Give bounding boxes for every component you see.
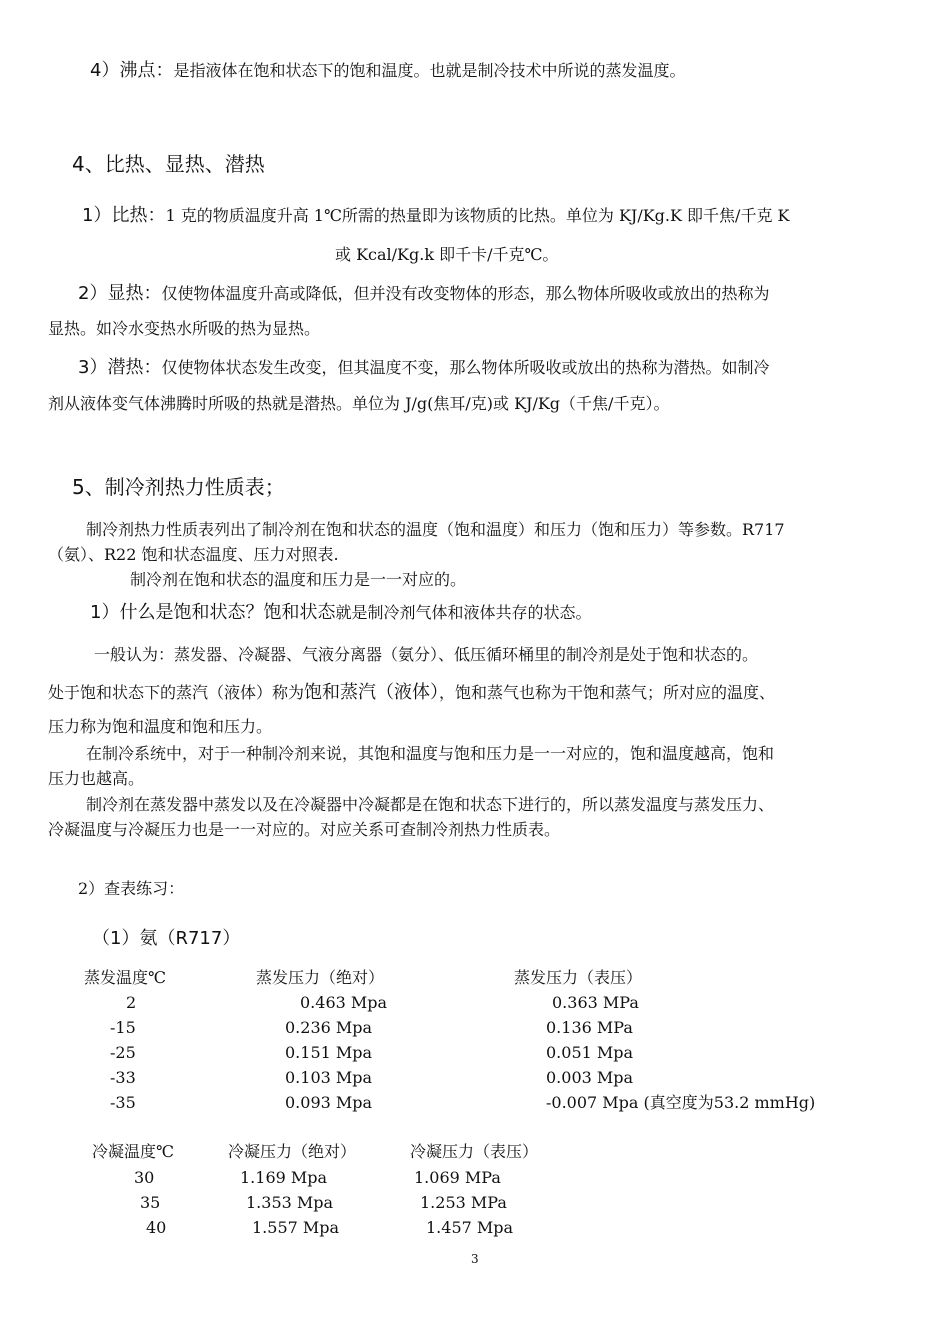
evap-row-abs: 0.093 Mpa xyxy=(285,1093,373,1112)
evap-row-gauge: 0.051 Mpa xyxy=(546,1043,634,1062)
evap-row-gauge: 0.136 MPa xyxy=(546,1018,633,1037)
cond-row-gauge: 1.069 MPa xyxy=(414,1168,501,1187)
one-to-one-line: 制冷剂在饱和状态的温度和压力是一一对应的。 xyxy=(130,570,467,589)
table-intro-line1: 制冷剂热力性质表列出了制冷剂在饱和状态的温度（饱和温度）和压力（饱和压力）等参数。R717 xyxy=(86,520,785,539)
ammonia-heading: （1）氨（R717） xyxy=(92,928,241,949)
saturation-question xyxy=(90,603,591,623)
evap-header-temp: 蒸发温度℃ xyxy=(84,968,166,987)
specific-heat-text: 1 克的物质温度升高 1℃所需的热量即为该物质的比热。单位为 KJ/Kg.K 即千焦/千克 K xyxy=(165,206,790,225)
sensible-heat-lead: 2）显热： xyxy=(78,283,162,304)
saturation-question-lead: 1）什么是饱和状态？饱和状态 xyxy=(90,602,336,623)
cond-row-gauge: 1.253 MPa xyxy=(420,1193,507,1212)
sensible-heat-line2: 显热。如冷水变热水所吸的热为显热。 xyxy=(48,319,321,338)
specific-heat-lead: 1）比热： xyxy=(82,205,166,226)
cond-row-abs: 1.557 Mpa xyxy=(252,1218,340,1237)
saturation-question-text: 就是制冷剂气体和液体共存的状态。 xyxy=(335,603,592,622)
cond-row-temp: 40 xyxy=(146,1218,167,1237)
saturated-vapor-text-a: 处于饱和状态下的蒸汽（液体）称为 xyxy=(48,683,305,702)
latent-heat-line2: 剂从液体变气体沸腾时所吸的热就是潜热。单位为 J/g(焦耳/克)或 KJ/Kg（千焦/千克）。 xyxy=(48,394,670,413)
section-5-heading: 5、制冷剂热力性质表； xyxy=(72,475,285,499)
evap-row-temp: 2 xyxy=(126,993,137,1012)
page-number: 3 xyxy=(471,1252,479,1266)
evap-row-gauge: 0.003 Mpa xyxy=(546,1068,634,1087)
system-para-line1: 在制冷系统中，对于一种制冷剂来说，其饱和温度与饱和压力是一一对应的，饱和温度越高，饱和 xyxy=(86,744,775,763)
saturated-vapor-line2: 压力称为饱和温度和饱和压力。 xyxy=(48,717,273,736)
sensible-heat-line1 xyxy=(78,284,769,304)
evap-header-gauge: 蒸发压力（表压） xyxy=(514,968,643,987)
evap-row-temp: -25 xyxy=(110,1043,136,1062)
saturated-vapor-line1 xyxy=(48,683,775,703)
evap-header-abs: 蒸发压力（绝对） xyxy=(256,968,385,987)
section-4-heading: 4、比热、显热、潜热 xyxy=(72,152,265,176)
evap-row-temp: -35 xyxy=(110,1093,136,1112)
saturated-vapor-term: 饱和蒸汽（液体） xyxy=(304,682,440,703)
cond-row-abs: 1.169 Mpa xyxy=(240,1168,328,1187)
latent-heat-lead: 3）潜热： xyxy=(78,357,162,378)
cond-header-gauge: 冷凝压力（表压） xyxy=(410,1142,539,1161)
cond-row-gauge: 1.457 Mpa xyxy=(426,1218,514,1237)
saturated-vapor-text-c: ，饱和蒸气也称为干饱和蒸气；所对应的温度、 xyxy=(439,683,776,702)
boiling-point-lead: 4）沸点： xyxy=(90,60,174,81)
evap-row-abs: 0.236 Mpa xyxy=(285,1018,373,1037)
cond-row-abs: 1.353 Mpa xyxy=(246,1193,334,1212)
evap-cond-para-line2: 冷凝温度与冷凝压力也是一一对应的。对应关系可查制冷剂热力性质表。 xyxy=(48,820,561,839)
evap-row-temp: -33 xyxy=(110,1068,136,1087)
evap-row-abs: 0.463 Mpa xyxy=(300,993,388,1012)
practice-heading: 2）查表练习： xyxy=(78,879,185,898)
boiling-point-text: 是指液体在饱和状态下的饱和温度。也就是制冷技术中所说的蒸发温度。 xyxy=(173,61,686,80)
evap-row-gauge: 0.363 MPa xyxy=(552,993,639,1012)
general-belief-line: 一般认为：蒸发器、冷凝器、气液分离器（氨分）、低压循环桶里的制冷剂是处于饱和状态的。 xyxy=(94,645,759,664)
specific-heat-line1 xyxy=(82,206,789,226)
cond-header-abs: 冷凝压力（绝对） xyxy=(228,1142,357,1161)
cond-row-temp: 30 xyxy=(134,1168,155,1187)
cond-row-temp: 35 xyxy=(140,1193,161,1212)
table-intro-line2: （氨）、R22 饱和状态温度、压力对照表. xyxy=(48,545,339,564)
cond-header-temp: 冷凝温度℃ xyxy=(92,1142,174,1161)
specific-heat-line2: 或 Kcal/Kg.k 即千卡/千克℃。 xyxy=(335,245,559,264)
evap-cond-para-line1: 制冷剂在蒸发器中蒸发以及在冷凝器中冷凝都是在饱和状态下进行的，所以蒸发温度与蒸发压力、 xyxy=(86,795,775,814)
evap-row-abs: 0.103 Mpa xyxy=(285,1068,373,1087)
latent-heat-text: 仅使物体状态发生改变，但其温度不变，那么物体所吸收或放出的热称为潜热。如制冷 xyxy=(161,358,770,377)
evap-row-temp: -15 xyxy=(110,1018,136,1037)
evap-row-abs: 0.151 Mpa xyxy=(285,1043,373,1062)
evap-row-gauge: -0.007 Mpa (真空度为53.2 mmHg) xyxy=(546,1093,816,1112)
latent-heat-line1 xyxy=(78,358,769,378)
system-para-line2: 压力也越高。 xyxy=(48,769,145,788)
sensible-heat-text: 仅使物体温度升高或降低，但并没有改变物体的形态，那么物体所吸收或放出的热称为 xyxy=(161,284,770,303)
boiling-point-item xyxy=(90,61,685,81)
